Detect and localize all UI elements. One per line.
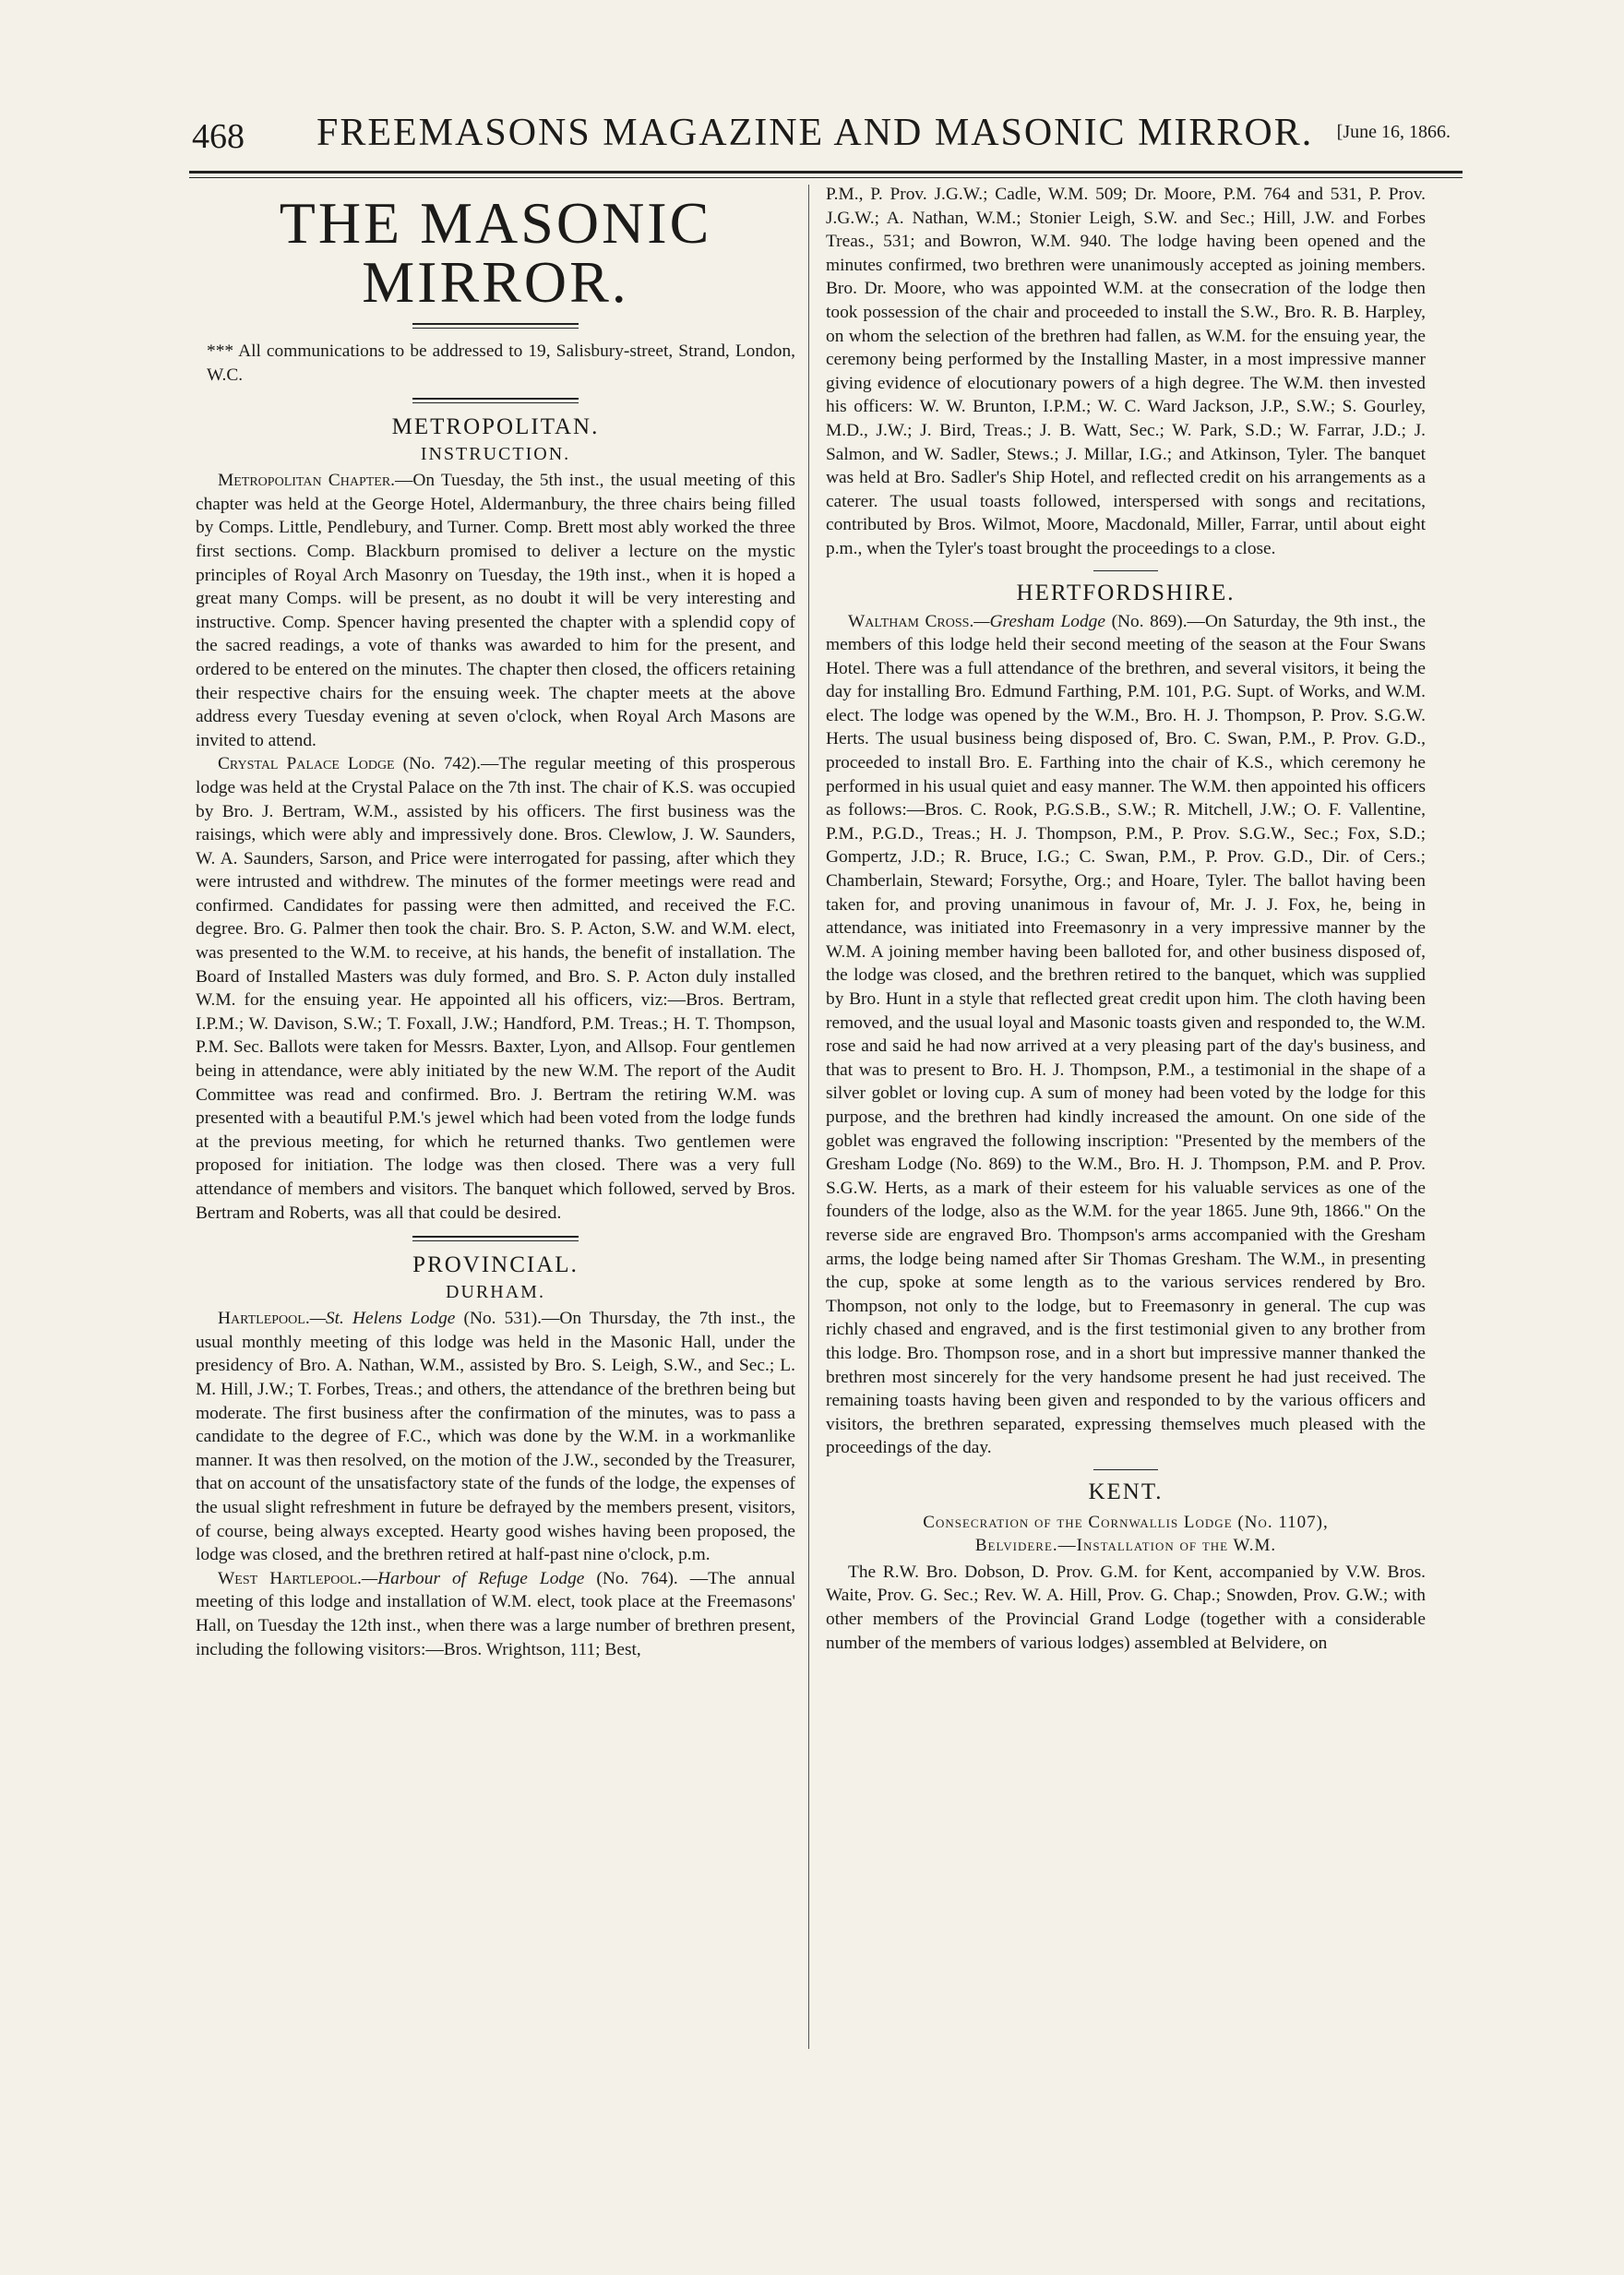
header-rule-thin xyxy=(189,177,1463,178)
paragraph-lead: West Hartlepool. xyxy=(218,1568,362,1588)
continued-paragraph: P.M., P. Prov. J.G.W.; Cadle, W.M. 509; Dr. Moore, P.M. 764 and 531, P. Prov. J.G.W.; A. Nathan, W.M.; Stonier Leigh, S.W. and Sec.; Hill, J.W. and Forbes Treas., 531; and Bowron, W.M. 940. The lodge having been opened and the minutes confirmed, two brethren were unanimously accepted as joining members. Bro. Dr. Moore, who was appointed W.M. at the consecration of the lodge then took possession of the chair and proceeded to install the S.W., Bro. R. B. Harpley, on whom the selection of the brethren had fallen, as W.M. for the ensuing year, the ceremony being performed by the Installing Master, in a most impressive manner giving evidence of elocutionary powers of a high degree. The W.M. then invested his officers: W. W. Brunton, I.P.M.; W. C. Ward Jackson, J.P., S.W.; S. Gourley, M.D., J.W.; J. Bird, Treas.; J. B. Watt, Sec.; W. Park, S.D.; W. Farrar, J.D.; J. Salmon, and W. Sadler, Stews.; J. Millar, I.G.; and Atkinson, Tyler. The banquet was held at Bro. Sadler's Ship Hotel, and reflected credit on his arrangements as a caterer. The usual toasts followed, interspersed with songs and recitations, contributed by Bros. Wilmot, Moore, Macdonald, Miller, Farrar, until about eight p.m., when the Tyler's toast brought the proceedings to a close. xyxy=(826,185,1426,558)
article-paragraph xyxy=(196,469,795,752)
section-rule xyxy=(1093,570,1158,571)
article-paragraph xyxy=(196,1567,795,1661)
right-column xyxy=(826,183,1426,1655)
issue-date: [June 16, 1866. xyxy=(1336,122,1451,142)
paragraph-lead: Metropolitan Chapter. xyxy=(218,471,396,491)
header-rule xyxy=(189,171,1463,174)
article-paragraph xyxy=(196,1307,795,1567)
paragraph-text: (No. 764). —The annual meeting of this lodge and installation of W.M. elect, took place at the Freemasons' Hall, on Tuesday the 12th inst., when there was a large number of brethren present, including the following visitors:—Bros. Wrightson, 111; Best, xyxy=(196,1568,796,1659)
paragraph-text: —On Tuesday, the 5th inst., the usual meeting of this chapter was held at the George Hotel, Aldermanbury, the three chairs being filled by Comps. Little, Pendlebury, and Turner. Comp. Brett most ably worked the three first sections. Comp. Blackburn promised to deliver a lecture on the mystic principles of Royal Arch Masonry on Tuesday, the 19th inst., when it is hoped a great many Comps. will be present, as no doubt it will be very interesting and instructive. Comp. Spencer having presented the chapter with a splendid copy of the sacred readings, a vote of thanks was awarded to him for the present, and ordered to be entered on the minutes. The chapter then closed, the officers retaining their respective chairs for the ensuing week. The chapter meets at the above address every Tuesday evening at seven o'clock, when Royal Arch Masons are invited to attend. xyxy=(196,471,795,750)
subheading-consecration xyxy=(826,1511,1426,1557)
article-paragraph xyxy=(196,752,795,1225)
section-heading-kent: KENT. xyxy=(1088,1479,1164,1504)
section-heading-metropolitan: METROPOLITAN. xyxy=(391,414,600,440)
subheading-instruction: INSTRUCTION. xyxy=(420,444,571,465)
paragraph-lead: Crystal Palace Lodge xyxy=(218,754,395,774)
subheading-line: Consecration of the Cornwallis Lodge (No. 1107), xyxy=(923,1512,1329,1532)
ornamental-rule xyxy=(412,323,579,329)
ornamental-rule xyxy=(412,398,579,403)
article-paragraph xyxy=(826,610,1426,1460)
section-rule xyxy=(1093,1469,1158,1470)
column-divider xyxy=(808,185,809,2049)
lodge-name: —Harbour of Refuge Lodge xyxy=(361,1568,585,1588)
paragraph-text: (No. 869).—On Saturday, the 9th inst., the members of this lodge held their second meeting of the season at the Four Swans Hotel. There was a full attendance of the brethren, and several visitors, it being the day for installing Bro. Edmund Farthing, P.M. 101, P.G. Supt. of Works, and W.M. elect. The lodge was opened by the W.M., Bro. H. J. Thompson, P. Prov. S.G.W. Herts. The usual business being disposed of, Bro. C. Swan, P.M., P. Prov. G.D., proceeded to install Bro. E. Farthing into the chair of K.S., which ceremony he performed in his usual quiet and easy manner. The W.M. then appointed his officers as follows:—Bros. C. Rook, P.G.S.B., S.W.; R. Mitchell, J.W.; O. F. Vallentine, P.M., P.G.D., Treas.; H. J. Thompson, P.M., P. Prov. S.G.W., Sec.; Fox, S.D.; Gompertz, J.D.; R. Bruce, I.G.; C. Swan, P.M., P. Prov. G.D., Dir. of Cers.; Chamberlain, Steward; Forsythe, Org.; and Hoare, Tyler. The ballot having been taken for, and proving unanimous in favour of, Mr. J. J. Fox, he, being in attendance, was initiated into Freemasonry in a very impressive manner by the W.M. A joining member having been balloted for, and other business disposed of, the lodge was closed, and the brethren retired to the banquet, which was supplied by Bro. Hunt in a style that reflected great credit upon him. The cloth having been removed, and the usual loyal and Masonic toasts given and responded to, the W.M. rose and said he had now arrived at a very pleasing part of the day's business, and that was to present to Bro. H. J. Thompson, P.M., a testimonial in the shape of a silver goblet or loving cup. A sum of money had been voted by the lodge for this purpose, and the brethren had kindly increased the amount. On one side of the goblet was engraved the following inscription: "Presented by the members of the Gresham Lodge (No. 869) to the W.M., Bro. H. J. Thompson, P.M. and P. Prov. S.G.W. Herts, as a mark of their esteem for his valuable services as one of the founders of the lodge, also as the W.M. for the year 1865. June 9th, 1866." On the reverse side are engraved Bro. Thompson's arms accompanied with the Gresham arms, the lodge being named after Sir Thomas Gresham. The W.M., in presenting the cup, spoke at some length as to the various services rendered by Bro. Thompson, not only to the lodge, but to Freemasonry in general. The cup was richly chased and engraved, and is the first testimonial given to any brother from this lodge. Bro. Thompson rose, and in a short but impressive manner thanked the brethren most sincerely for the very handsome present he had just received. The remaining toasts having been given and responded to by the various officers and visitors, the brethren separated, expressing themselves much pleased with the proceedings of the day. xyxy=(826,611,1426,1458)
left-column xyxy=(196,183,795,1661)
paragraph-lead: Hartlepool. xyxy=(218,1309,310,1329)
ornamental-rule xyxy=(412,1236,579,1241)
paragraph-lead: Waltham Cross. xyxy=(848,611,974,631)
lodge-name: —St. Helens Lodge xyxy=(309,1309,456,1329)
subheading-durham: DURHAM. xyxy=(446,1282,545,1303)
page-number: 468 xyxy=(192,117,245,156)
section-heading-hertfordshire: HERTFORDSHIRE. xyxy=(1016,580,1236,605)
section-heading-provincial: PROVINCIAL. xyxy=(412,1252,579,1278)
subheading-line: Belvidere.—Installation of the W.M. xyxy=(974,1535,1277,1555)
lodge-name: —Gresham Lodge xyxy=(973,611,1105,631)
paragraph-text: (No. 742).—The regular meeting of this prosperous lodge was held at the Crystal Palace on the 7th inst. The chair of K.S. was occupied by Bro. J. Bertram, W.M., assisted by his officers. The first business was the raisings, which were ably and impressively done. Bros. Clewlow, J. W. Saunders, W. A. Saunders, Sarson, and Price were interrogated for passing, after which they were intrusted and withdrew. The minutes of the former meetings were read and confirmed. Candidates for passing were then admitted, and received the F.C. degree. Bro. G. Palmer then took the chair. Bro. S. P. Acton, S.W. and W.M. elect, was presented to the W.M. to receive, at his hands, the benefit of installation. The Board of Installed Masters was duly formed, and Bro. S. P. Acton duly installed W.M. for the ensuing year. He appointed all his officers, viz:—Bros. Bertram, I.P.M.; W. Davison, S.W.; T. Foxall, J.W.; Handford, P.M. Treas.; H. T. Thompson, P.M. Sec. Ballots were taken for Messrs. Baxter, Lyon, and Allsop. Four gentlemen being in attendance, were ably initiated by the new W.M. The report of the Audit Committee was read and confirmed. Bro. J. Bertram the retiring W.M. was presented with a beautiful P.M.'s jewel which had been voted from the lodge funds at the previous meeting, for which he returned thanks. Two gentlemen were proposed for initiation. The lodge was then closed. There was a very full attendance of members and visitors. The banquet which followed, served by Bros. Bertram and Roberts, was all that could be desired. xyxy=(196,754,796,1223)
running-head xyxy=(192,111,1456,166)
running-title: FREEMASONS MAGAZINE AND MASONIC MIRROR. xyxy=(316,112,1314,154)
article-paragraph: The R.W. Bro. Dobson, D. Prov. G.M. for Kent, accompanied by V.W. Bros. Waite, Prov. G. Sec.; Rev. W. A. Hill, Prov. G. Chap.; Snowden, Prov. G.W.; with other members of the Provincial Grand Lodge (together with a considerable number of the members of various lodges) assembled at Belvidere, on xyxy=(826,1562,1426,1653)
masthead-title: THE MASONIC MIRROR. xyxy=(279,190,712,315)
contact-notice: *** All communications to be addressed to 19, Salisbury-street, Strand, London, W.C. xyxy=(207,341,795,385)
paragraph-text: (No. 531).—On Thursday, the 7th inst., the usual monthly meeting of this lodge was held in the Masonic Hall, under the presidency of Bro. A. Nathan, W.M., assisted by Bro. S. Leigh, S.W., and Sec.; L. M. Hill, J.W.; T. Forbes, Treas.; and others, the attendance of the brethren being but moderate. The first business after the confirmation of the minutes, was to pass a candidate to the degree of F.C., which was done by the W.M. in a workmanlike manner. It was then resolved, on the motion of the J.W., seconded by the Treasurer, that on account of the unsatisfactory state of the funds of the lodge, the expenses of the usual slight refreshment in future be defrayed by the members present, visitors, of course, being always excepted. Hearty good wishes having been proposed, the lodge was closed, and the brethren retired at half-past nine o'clock, p.m. xyxy=(196,1309,795,1565)
